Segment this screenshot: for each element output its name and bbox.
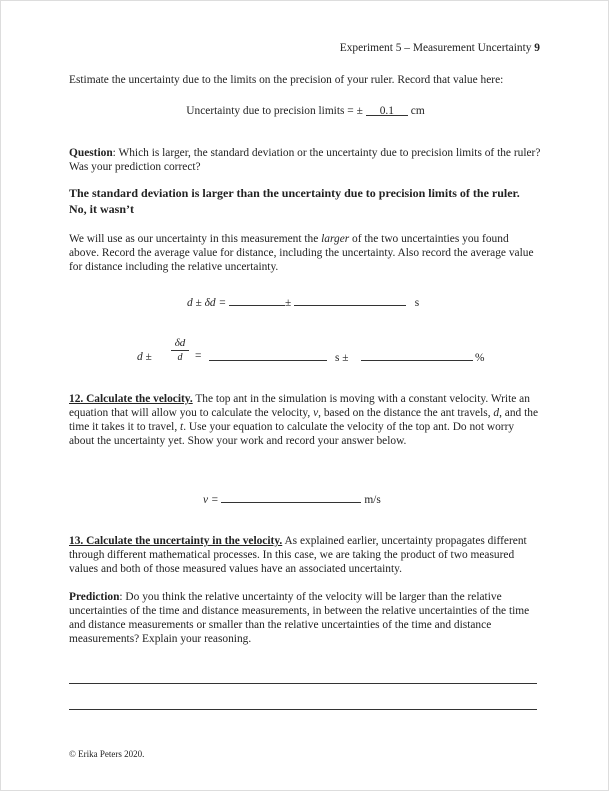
prediction-paragraph bbox=[69, 590, 541, 646]
eq2-equals: = bbox=[195, 350, 202, 362]
page-header bbox=[340, 41, 540, 55]
q12-text-3: , and the time it takes it to travel, bbox=[69, 407, 538, 433]
q12-text-4: . Use your equation to calculate the velocity of the top ant. Do not worry about the uncertainty yet. Show your work and record your answer below. bbox=[69, 421, 515, 447]
prediction-text: : Do you think the relative uncertainty of the velocity will be larger than the relative uncertainties of the time and distance measurements, in between the relative uncertainties of the time and distance measurements or smaller than the relative uncertainties of the time and distance measurements? Explain your reasoning. bbox=[69, 591, 530, 645]
distance-uncertainty-field[interactable] bbox=[294, 294, 406, 306]
relative-value-field[interactable] bbox=[209, 349, 327, 361]
estimate-instruction: Estimate the uncertainty due to the limits on the precision of your ruler. Record that value here: bbox=[69, 74, 504, 86]
eqv-lhs: v = bbox=[203, 494, 219, 506]
use-paragraph bbox=[69, 232, 541, 274]
question-paragraph bbox=[69, 146, 541, 174]
uncertainty-unit: cm bbox=[410, 105, 425, 117]
eq2-lhs: d ± bbox=[137, 351, 152, 363]
question-text: : Which is larger, the standard deviation or the uncertainty due to precision limits of the ruler? Was your prediction correct? bbox=[69, 147, 541, 173]
eq2-numerator: δd bbox=[171, 336, 189, 351]
q12-paragraph bbox=[69, 392, 541, 448]
q13-paragraph bbox=[69, 534, 541, 576]
q12-text-1: The top ant in the simulation is moving with a constant velocity. Write an equation that will allow you to calculate the velocity, bbox=[69, 393, 530, 419]
q13-text: As explained earlier, uncertainty propagates different through different mathematical processes. In this case, we are taking the product of two measured values and both of those measured values have an associated uncertainty. bbox=[69, 535, 527, 575]
eq1-lhs: d ± δd = bbox=[187, 297, 227, 309]
eq1-unit: s bbox=[414, 297, 420, 309]
header-title: Experiment 5 – Measurement Uncertainty bbox=[339, 42, 532, 54]
distance-value-field[interactable] bbox=[229, 294, 285, 306]
velocity-field[interactable] bbox=[221, 491, 361, 503]
q12-text-2: , based on the distance the ant travels, bbox=[318, 407, 494, 419]
use-emphasis: larger bbox=[321, 233, 350, 245]
q12-heading: 12. Calculate the velocity. bbox=[69, 393, 193, 405]
answer-line-field-1[interactable] bbox=[69, 683, 537, 684]
copyright-footer: © Erika Peters 2020. bbox=[69, 749, 145, 759]
q12-var-v: v bbox=[313, 407, 319, 419]
relative-percent-field[interactable] bbox=[361, 349, 473, 361]
q12-var-d: d bbox=[493, 407, 500, 419]
uncertainty-label: Uncertainty due to precision limits = ± bbox=[186, 105, 363, 117]
uncertainty-value[interactable]: 0.1 bbox=[366, 104, 408, 116]
answer-line-2: No, it wasn’t bbox=[69, 202, 134, 216]
eq1-pm: ± bbox=[285, 297, 292, 309]
prediction-label: Prediction bbox=[69, 591, 120, 603]
eq2-unit: s ± bbox=[335, 352, 349, 364]
q13-heading: 13. Calculate the uncertainty in the velocity. bbox=[69, 535, 283, 547]
answer-line-field-2[interactable] bbox=[69, 709, 537, 710]
use-text-2: of the two uncertainties you found above. Record the average value for distance, including the uncertainty. Also record the average value for distance including the relative uncertainty. bbox=[69, 233, 534, 273]
answer-paragraph bbox=[69, 185, 541, 217]
velocity-equation bbox=[203, 491, 381, 507]
eq2-percent: % bbox=[475, 352, 485, 364]
answer-line-1: The standard deviation is larger than the uncertainty due to precision limits of the ruler. bbox=[69, 186, 520, 200]
eq2-denominator: d bbox=[177, 352, 183, 363]
uncertainty-line bbox=[1, 104, 609, 118]
page-number: 9 bbox=[534, 42, 540, 54]
question-label: Question bbox=[69, 147, 113, 159]
q12-var-t: t bbox=[180, 421, 184, 433]
distance-equation bbox=[187, 294, 419, 310]
use-text-1: We will use as our uncertainty in this measurement the bbox=[69, 233, 322, 245]
eqv-unit: m/s bbox=[364, 494, 381, 506]
